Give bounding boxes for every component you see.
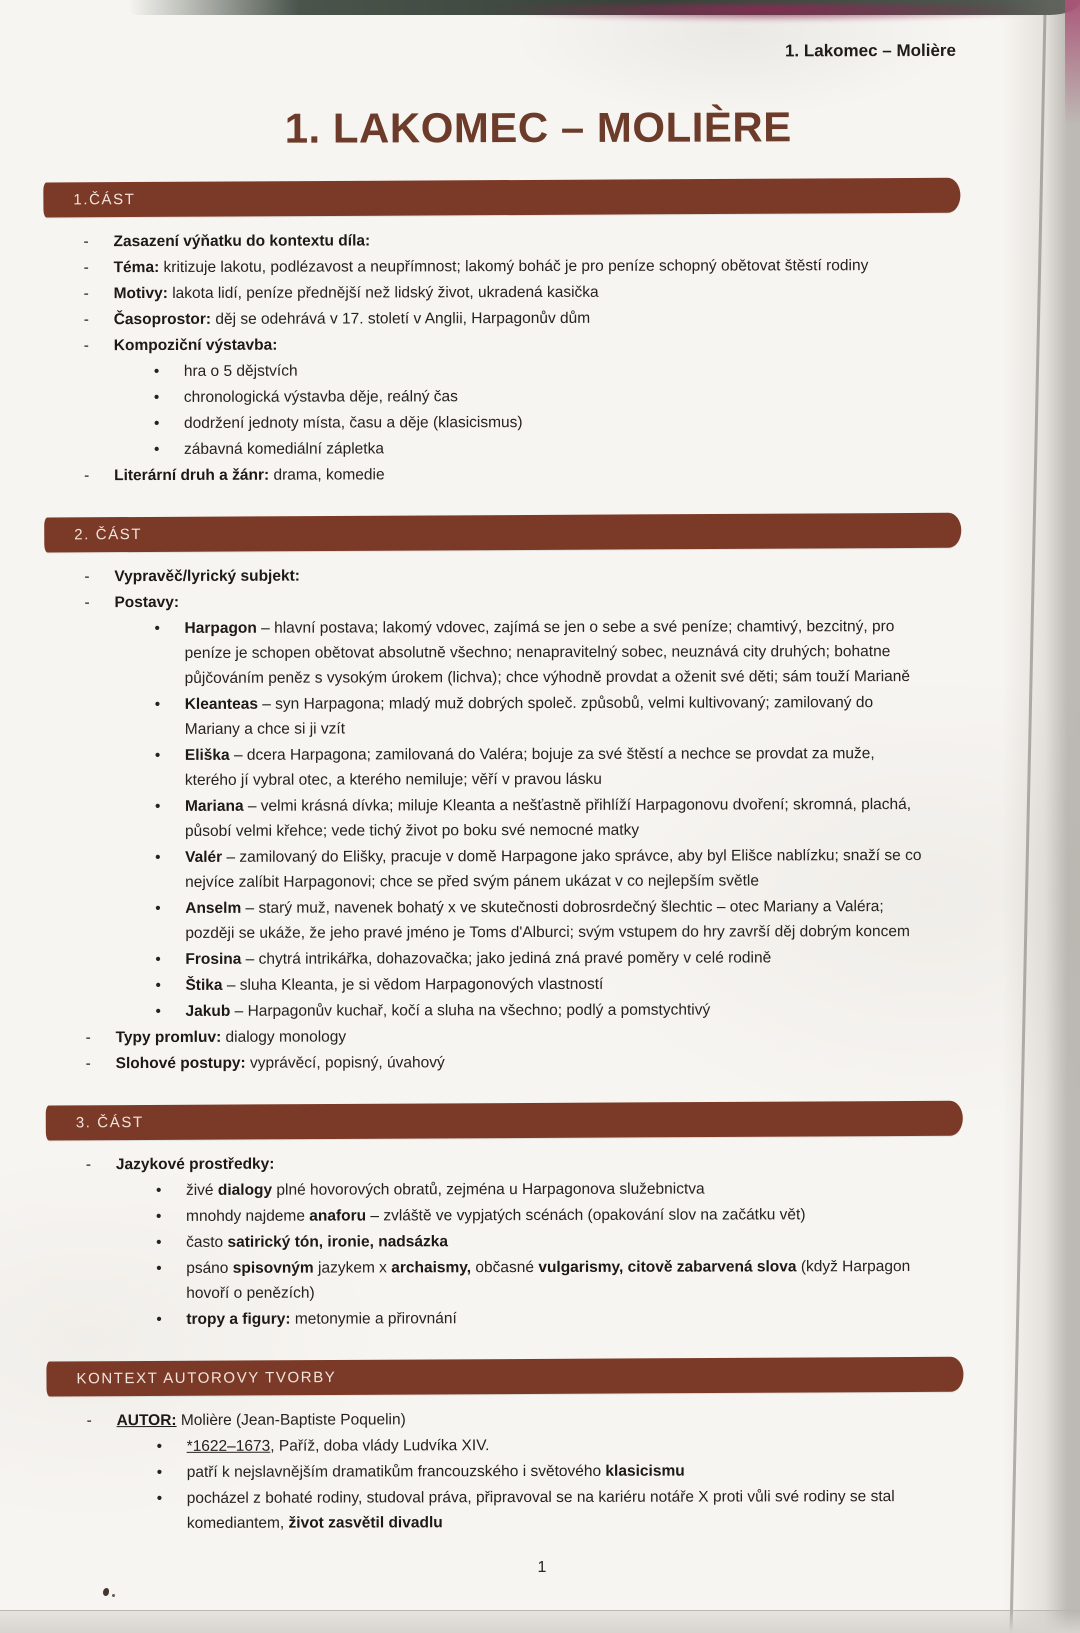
item-text [114, 331, 929, 358]
text-segment: – hlavní postava; lakomý vdovec, zajímá se jen o sebe a své peníze; chamtivý, bezcitný, pro peníze je schopen obětovat absolutně všechno; nenapravitelný sobec, neuznává city druhých; bohatne půjčováním peněz s vysokým úrokem (lichva); chce výhodně provdat a oženit své děti; sám touží Marianě [184, 618, 911, 687]
text-segment: AUTOR: [116, 1411, 177, 1430]
text-segment: Eliška [184, 746, 230, 764]
dot-bullet-icon: • [156, 1489, 163, 1508]
list-item [155, 690, 930, 742]
list-item [84, 562, 929, 589]
text-segment: jazykem x [313, 1259, 392, 1277]
sub-item-list [87, 1432, 932, 1536]
list-item [155, 945, 930, 972]
list-item [154, 614, 929, 691]
dash-bullet-icon: - [83, 311, 89, 329]
item-text [114, 461, 929, 488]
dash-bullet-icon: - [83, 259, 89, 277]
list-item [84, 461, 929, 488]
item-text [185, 945, 930, 972]
section-heading-label: 1.ČÁST [73, 191, 136, 209]
item-text [114, 279, 929, 306]
text-segment: citově zabarvená slova [627, 1258, 797, 1276]
item-text [187, 1432, 932, 1459]
text-segment: dialogy monology [221, 1028, 347, 1046]
text-segment: spisovným [232, 1259, 314, 1277]
page-title: 1. LAKOMEC – MOLIÈRE [284, 103, 792, 152]
text-segment: dodržení jednoty místa, času a děje (klasicismus) [183, 414, 523, 432]
item-text [185, 971, 930, 998]
dot-bullet-icon: • [155, 1181, 162, 1200]
list-item [155, 997, 930, 1024]
text-segment: Kleanteas [184, 695, 258, 713]
item-text [184, 614, 929, 691]
dot-bullet-icon: • [156, 1310, 162, 1329]
list-item [156, 1228, 931, 1255]
list-item [86, 1150, 931, 1177]
dash-bullet-icon: - [84, 594, 90, 612]
dash-bullet-icon: - [85, 1156, 92, 1174]
dash-bullet-icon: - [86, 1412, 92, 1430]
text-segment: vulgarismy, [538, 1258, 624, 1277]
text-segment: Téma: [113, 258, 160, 277]
dot-bullet-icon: • [153, 414, 160, 433]
text-segment: Typy promluv: [115, 1028, 222, 1047]
list-item [154, 357, 929, 384]
list-item [154, 435, 929, 462]
text-segment: hra o 5 dějstvích [183, 362, 298, 380]
dot-bullet-icon: • [154, 746, 161, 765]
dot-bullet-icon: • [156, 1463, 163, 1482]
item-text [116, 1150, 931, 1177]
text-segment: Časoprostor: [113, 310, 212, 329]
item-text [114, 562, 929, 589]
text-segment: , Paříž, doba vlády Ludvíka XIV. [270, 1437, 490, 1455]
list-item [155, 843, 930, 895]
section-heading-bar [43, 178, 960, 218]
text-segment: – starý muž, navenek bohatý x ve skutečnosti dobrosrdečný šlechtic – otec Mariany a Valéra; později se ukáže, že jeho pravé jméno je Toms d'Alburci; svým vstupem do hry završí děj dobrým koncem [185, 898, 910, 942]
dot-bullet-icon: • [156, 1233, 162, 1252]
text-segment: – zamilovaný do Elišky, pracuje v domě Harpagone jako správce, aby byl Elišce nablízku; snaží se co nejvíce zalíbit Harpagonovi; chce se před svým pánem ukázat v co nejlepším světle [185, 847, 922, 891]
text-segment: Literární druh a žánr: [114, 466, 270, 485]
item-text [185, 997, 930, 1024]
list-item [157, 1458, 932, 1485]
text-segment: Anselm [185, 899, 242, 917]
list-item [156, 1305, 931, 1332]
dot-bullet-icon: • [155, 1002, 161, 1021]
text-segment: *1622–1673 [186, 1437, 271, 1455]
text-segment: lakota lidí, peníze přednější než lidský život, ukradená kasička [167, 283, 599, 302]
text-segment: vyprávěcí, popisný, úvahový [245, 1054, 445, 1072]
text-segment: Frosina [185, 950, 242, 968]
item-text [116, 1023, 931, 1050]
text-segment: plné hovorových obratů, zejména u Harpagonova služebnictva [272, 1180, 705, 1199]
text-segment: Postavy: [114, 593, 180, 612]
list-item [84, 305, 929, 332]
list-item [155, 792, 930, 844]
dot-bullet-icon: • [156, 1259, 162, 1278]
text-segment: Jazykové prostředky: [115, 1155, 275, 1174]
text-segment: – syn Harpagona; mladý muž dobrých společ. způsobů, velmi kultivovaný; zamilovaný do Mariany a chce si ji vzít [184, 694, 874, 738]
dot-bullet-icon: • [154, 619, 160, 638]
item-text [185, 690, 930, 742]
item-text [185, 741, 930, 793]
text-segment: Slohové postupy: [115, 1054, 246, 1073]
section-item-list [87, 1406, 932, 1536]
text-segment: Mariana [184, 797, 244, 815]
list-item [84, 588, 929, 615]
item-text [185, 792, 930, 844]
dash-bullet-icon: - [85, 1055, 91, 1073]
list-item [84, 253, 929, 280]
list-item [83, 227, 928, 254]
page-number: 1 [537, 1558, 547, 1577]
list-item [155, 971, 930, 998]
dot-bullet-icon: • [154, 440, 160, 459]
section-heading-label: KONTEXT AUTOROVY TVORBY [76, 1368, 337, 1388]
list-item [86, 1049, 931, 1076]
text-segment: drama, komedie [269, 466, 385, 484]
text-segment: anaforu [309, 1207, 367, 1225]
dash-bullet-icon: - [83, 337, 89, 355]
item-text [186, 1176, 931, 1203]
list-item [154, 409, 929, 436]
text-segment: tropy a figury: [186, 1310, 291, 1328]
dot-bullet-icon: • [153, 388, 160, 407]
dot-bullet-icon: • [154, 695, 161, 714]
text-segment: (když Harpagon hovoří o penězích) [186, 1258, 911, 1302]
text-segment: satirický tón, ironie, nadsázka [227, 1233, 449, 1251]
list-item [86, 1023, 931, 1050]
item-text [184, 409, 929, 436]
item-text [116, 1049, 931, 1076]
text-segment: Harpagon [184, 619, 257, 637]
section-item-list [83, 227, 929, 488]
dash-bullet-icon: - [83, 285, 89, 303]
dash-bullet-icon: - [85, 1029, 91, 1047]
section-heading-label: 3. ČÁST [75, 1113, 144, 1132]
text-segment: Zasazení výňatku do kontextu díla: [113, 232, 371, 251]
dot-bullet-icon: • [155, 976, 161, 995]
item-text [187, 1484, 932, 1536]
running-header: 1. Lakomec – Molière [784, 40, 957, 61]
text-segment: Molière (Jean-Baptiste Poquelin) [176, 1411, 406, 1429]
dash-bullet-icon: - [84, 568, 90, 586]
text-segment: občasné [471, 1259, 539, 1277]
section-item-list [86, 1150, 931, 1332]
text-segment: pocházel z bohaté rodiny, studoval práva, připravoval se na kariéru notáře X proti vůli své rodiny se stal komediantem, [186, 1488, 895, 1532]
text-segment: mnohdy najdeme [186, 1207, 310, 1225]
sub-item-list [84, 357, 929, 462]
text-segment: metonymie a přirovnání [290, 1310, 457, 1328]
item-text [185, 843, 930, 895]
list-item [87, 1406, 932, 1433]
dot-bullet-icon: • [155, 899, 161, 918]
dot-bullet-icon: • [155, 848, 161, 867]
text-segment: – Harpagonův kuchař, kočí a sluha na všechno; podlý a pomstychtivý [230, 1001, 711, 1020]
text-segment: děj se odehrává v 17. století v Anglii, Harpagonův dům [211, 309, 591, 328]
item-text [114, 588, 929, 615]
list-item [156, 1176, 931, 1203]
text-segment: – chytrá intrikářka, dohazovačka; jako jediná zná pravé poměry v celé rodině [241, 949, 772, 968]
sub-item-list [84, 614, 930, 1024]
item-text [113, 227, 928, 254]
text-segment: patří k nejslavnějším dramatikům francouzského i světového [186, 1462, 606, 1481]
list-item [157, 1484, 932, 1536]
section-item-list [84, 562, 930, 1076]
item-text [114, 305, 929, 332]
text-segment: klasicismu [605, 1462, 685, 1480]
text-segment: Kompoziční výstavba: [113, 336, 278, 355]
text-segment: – velmi krásná dívka; miluje Kleanta a nešťastně přihlíží Harpagonovu dvoření; skromná, plachá, působí velmi křehce; vede tichý život po boku své nemocné matky [185, 796, 912, 840]
list-item [155, 741, 930, 793]
list-item [155, 894, 930, 946]
dash-bullet-icon: - [83, 233, 89, 251]
text-segment: archaismy, [391, 1259, 472, 1277]
list-item [154, 383, 929, 410]
dot-bullet-icon: • [154, 797, 161, 816]
item-text [186, 1305, 931, 1332]
dot-bullet-icon: • [155, 950, 161, 969]
text-segment: Vypravěč/lyrický subjekt: [114, 567, 300, 586]
dash-bullet-icon: - [84, 467, 90, 485]
list-item [157, 1432, 932, 1459]
section-heading-bar [46, 1101, 963, 1141]
text-segment: Motivy: [113, 284, 168, 303]
text-segment: život zasvětil divadlu [288, 1514, 443, 1532]
text-segment: – sluha Kleanta, je si vědom Harpagonových vlastností [222, 975, 604, 994]
item-text [184, 357, 929, 384]
text-segment: Jakub [185, 1002, 231, 1020]
item-text [186, 1202, 931, 1229]
text-segment: často [186, 1233, 228, 1251]
section-heading-bar [44, 513, 961, 553]
document-sections [0, 179, 1080, 1537]
text-segment: zábavná komediální zápletka [184, 440, 384, 458]
item-text [184, 383, 929, 410]
section-heading-bar [46, 1357, 963, 1397]
text-segment: Valér [185, 848, 223, 866]
item-text [186, 1254, 931, 1306]
item-text [117, 1406, 932, 1433]
list-item [156, 1254, 931, 1306]
list-item [84, 279, 929, 306]
list-item [84, 331, 929, 358]
text-segment: – zvláště ve vypjatých scénách (opakování slov na začátku vět) [366, 1206, 806, 1225]
text-segment: živé [185, 1181, 218, 1199]
text-segment: Štika [185, 976, 223, 994]
text-segment: – dcera Harpagona; zamilovaná do Valéra; bojuje za své štěstí a nechce se provdat za muže, kterého jí vybral otec, a kterého nemiluje; věří v pravou lásku [184, 745, 875, 789]
item-text [184, 435, 929, 462]
item-text [114, 253, 929, 280]
item-text [185, 894, 930, 946]
item-text [186, 1228, 931, 1255]
dot-bullet-icon: • [153, 362, 160, 381]
section-heading-label: 2. ČÁST [74, 525, 143, 544]
text-segment: kritizuje lakotu, podlézavost a neupřímnost; lakomý boháč je pro peníze schopný obětovat štěstí rodiny [159, 257, 869, 276]
text-segment: psáno [186, 1259, 233, 1277]
dot-bullet-icon: • [156, 1437, 163, 1456]
text-segment: chronologická výstavba děje, reálný čas [183, 388, 458, 406]
list-item [156, 1202, 931, 1229]
dot-bullet-icon: • [156, 1207, 162, 1226]
sub-item-list [86, 1176, 931, 1332]
item-text [187, 1458, 932, 1485]
text-segment: dialogy [217, 1181, 273, 1199]
